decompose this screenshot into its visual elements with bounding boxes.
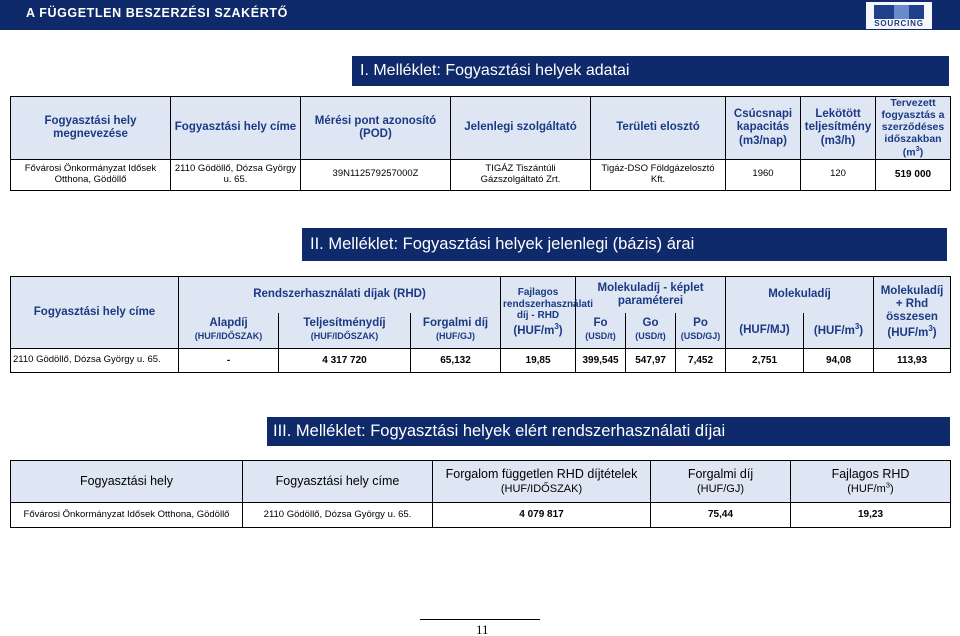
section1-table bbox=[10, 96, 951, 191]
section3-data-row bbox=[11, 503, 951, 528]
traffic-fee-cell-3: 75,44 bbox=[651, 503, 791, 528]
header-mol-mj: (HUF/MJ) bbox=[726, 313, 804, 349]
header-peak-label: Csúcsnapi kapacitás bbox=[733, 108, 793, 134]
peak-capacity-cell: 1960 bbox=[726, 159, 801, 190]
header-booked-label: Lekötött teljesítmény bbox=[804, 108, 872, 134]
section2-header-row-1 bbox=[11, 277, 951, 313]
header-total-label: Molekuladíj + Rhd összesen bbox=[880, 284, 944, 324]
header-go-unit: (USD/t) bbox=[635, 331, 666, 342]
header-capacity-fee bbox=[279, 313, 411, 349]
header-traffic-fee-3 bbox=[651, 461, 791, 503]
supplier-cell: TIGÁZ Tiszántúli Gázszolgáltató Zrt. bbox=[451, 159, 591, 190]
header-booked-capacity bbox=[801, 97, 876, 160]
header-distributor: Területi elosztó bbox=[591, 97, 726, 160]
specific-rhd-cell: 19,85 bbox=[501, 349, 576, 373]
header-po bbox=[676, 313, 726, 349]
fo-cell: 399,545 bbox=[576, 349, 626, 373]
address-cell: 2110 Gödöllő, Dózsa György u. 65. bbox=[11, 349, 179, 373]
section2-title-text: II. Melléklet: Fogyasztási helyek jelenlegi (bázis) árai bbox=[310, 235, 695, 253]
header-independent-rhd bbox=[433, 461, 651, 503]
mol-mj-cell: 2,751 bbox=[726, 349, 804, 373]
header-site: Fogyasztási hely bbox=[11, 461, 243, 503]
header-independent-unit: (HUF/IDŐSZAK) bbox=[500, 483, 583, 496]
header-booked-unit: (m3/h) bbox=[820, 134, 856, 147]
sourcing-logo bbox=[866, 2, 932, 29]
base-fee-cell: - bbox=[179, 349, 279, 373]
page-number: 11 bbox=[476, 622, 489, 636]
header-specific-unit: $(HUF/m^3)$ bbox=[513, 321, 563, 337]
header-planned-sup: 3 bbox=[915, 144, 920, 154]
site-address-cell-3: 2110 Gödöllő, Dózsa György u. 65. bbox=[243, 503, 433, 528]
header-traffic-label-3: Forgalmi díj bbox=[687, 466, 754, 481]
header-specific-rhd-3 bbox=[791, 461, 951, 503]
logo-mark-icon bbox=[874, 5, 924, 19]
header-fo bbox=[576, 313, 626, 349]
header-capacity-label: Teljesítménydíj bbox=[303, 317, 386, 330]
header-go-label: Go bbox=[642, 317, 659, 330]
header-mol: Molekuladíj bbox=[726, 277, 874, 313]
go-cell: 547,97 bbox=[626, 349, 676, 373]
header-base-unit: (HUF/IDŐSZAK) bbox=[194, 331, 263, 342]
header-mol-params: Molekuladíj - képlet paraméterei bbox=[576, 277, 726, 313]
total-cell: 113,93 bbox=[874, 349, 951, 373]
section1-title-text: I. Melléklet: Fogyasztási helyek adatai bbox=[360, 62, 630, 79]
header-specific-label-3: Fajlagos RHD bbox=[831, 466, 910, 481]
section2-data-row bbox=[11, 349, 951, 373]
specific-rhd-cell-3: 19,23 bbox=[791, 503, 951, 528]
section2-table bbox=[10, 276, 951, 373]
header-traffic-unit: (HUF/GJ) bbox=[436, 331, 476, 342]
header-traffic-fee bbox=[411, 313, 501, 349]
brand-name: A FÜGGETLEN BESZERZÉSI SZAKÉRTŐ bbox=[26, 6, 288, 20]
site-name-cell: Fővárosi Önkormányzat Idősek Otthona, Gödöllő bbox=[11, 159, 171, 190]
header-rhd-group: Rendszerhasználati díjak (RHD) bbox=[179, 277, 501, 313]
header-fo-unit: (USD/t) bbox=[585, 331, 616, 342]
distributor-cell: Tigáz-DSO Földgázelosztó Kft. bbox=[591, 159, 726, 190]
header-base-label: Alapdíj bbox=[209, 317, 248, 330]
site-cell: Fővárosi Önkormányzat Idősek Otthona, Gödöllő bbox=[11, 503, 243, 528]
header-traffic-unit-3: (HUF/GJ) bbox=[696, 483, 745, 496]
header-bar bbox=[0, 0, 960, 30]
header-fo-label: Fo bbox=[593, 317, 608, 330]
mol-m3-cell: 94,08 bbox=[804, 349, 874, 373]
section3-header-row bbox=[11, 461, 951, 503]
header-specific-label: Fajlagos rendszerhasználati díj - RHD bbox=[503, 287, 594, 322]
pod-cell: 39N112579257000Z bbox=[301, 159, 451, 190]
header-peak-capacity bbox=[726, 97, 801, 160]
section2-title bbox=[302, 228, 947, 261]
header-capacity-unit: (HUF/IDŐSZAK) bbox=[310, 331, 379, 342]
header-site-name: Fogyasztási hely megnevezése bbox=[11, 97, 171, 160]
header-po-label: Po bbox=[693, 317, 708, 330]
capacity-fee-cell: 4 317 720 bbox=[279, 349, 411, 373]
planned-consumption-cell: 519 000 bbox=[876, 159, 951, 190]
po-cell: 7,452 bbox=[676, 349, 726, 373]
section1-title bbox=[352, 56, 949, 86]
header-go bbox=[626, 313, 676, 349]
booked-capacity-cell: 120 bbox=[801, 159, 876, 190]
section3-title bbox=[267, 417, 950, 446]
header-site-address-3: Fogyasztási hely címe bbox=[243, 461, 433, 503]
header-total-unit: $(HUF/m^3)$ bbox=[887, 324, 937, 340]
site-address-cell: 2110 Gödöllő, Dózsa György u. 65. bbox=[171, 159, 301, 190]
section1-header-row bbox=[11, 97, 951, 160]
section3-title-text: III. Melléklet: Fogyasztási helyek elért rendszerhasználati díjai bbox=[273, 422, 726, 440]
header-peak-unit: (m3/nap) bbox=[739, 134, 787, 147]
header-planned-label: Tervezett fogyasztás a szerződéses időszakban (m bbox=[881, 97, 945, 159]
header-pod: Mérési pont azonosító (POD) bbox=[301, 97, 451, 160]
header-address: Fogyasztási hely címe bbox=[11, 277, 179, 349]
header-planned-consumption bbox=[876, 97, 951, 160]
header-po-unit: (USD/GJ) bbox=[680, 331, 721, 342]
header-base-fee bbox=[179, 313, 279, 349]
logo-text: SOURCING bbox=[874, 19, 924, 28]
header-traffic-label: Forgalmi díj bbox=[422, 317, 489, 330]
header-supplier: Jelenlegi szolgáltató bbox=[451, 97, 591, 160]
section1-data-row bbox=[11, 159, 951, 190]
traffic-fee-cell: 65,132 bbox=[411, 349, 501, 373]
footer-divider bbox=[420, 619, 540, 620]
header-specific-rhd bbox=[501, 277, 594, 349]
header-total bbox=[874, 277, 951, 349]
header-site-address: Fogyasztási hely címe bbox=[171, 97, 301, 160]
header-mol-m3: $(HUF/m^3)$ bbox=[804, 313, 874, 349]
independent-rhd-cell: 4 079 817 bbox=[433, 503, 651, 528]
header-specific-unit-3: $(HUF/m^3)$ bbox=[847, 480, 894, 496]
header-independent-label: Forgalom független RHD díjtételek bbox=[445, 466, 638, 481]
section3-table bbox=[10, 460, 951, 528]
header-planned-close: ) bbox=[919, 146, 924, 159]
